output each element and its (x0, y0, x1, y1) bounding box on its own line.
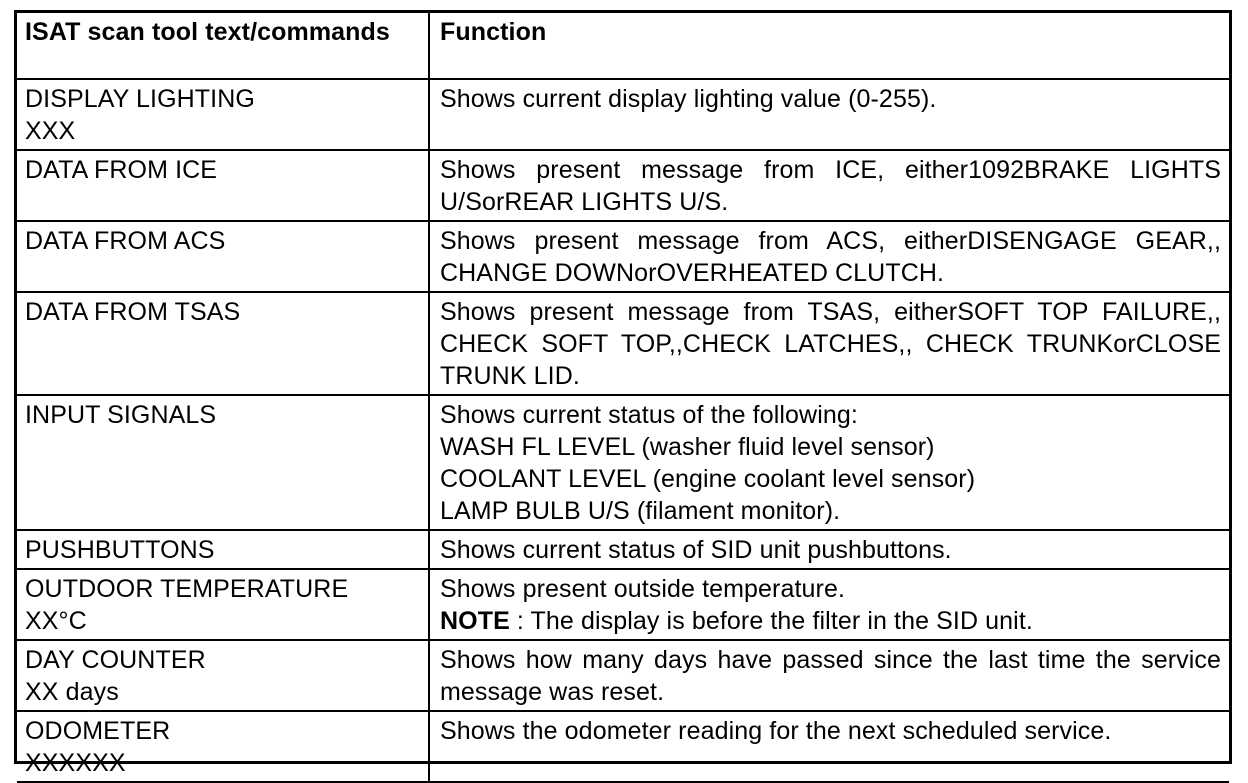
note-line (440, 605, 1221, 637)
function-text: Shows present outside temperature. (440, 575, 846, 603)
signal-item: COOLANT LEVEL (engine coolant level sensor) (440, 465, 976, 493)
header-command-label: ISAT scan tool text/commands (25, 18, 390, 46)
command-name: DATA FROM TSAS (25, 298, 241, 326)
header-function-cell (429, 13, 1229, 79)
command-name: DATA FROM ACS (25, 227, 226, 255)
function-cell (429, 150, 1229, 221)
command-cell (17, 292, 429, 395)
function-cell (429, 640, 1229, 711)
table-row (17, 569, 1229, 640)
command-cell (17, 395, 429, 530)
table-row (17, 530, 1229, 569)
note-label: NOTE (440, 607, 510, 635)
function-text: Shows present message from TSAS, eitherSOFT TOP FAILURE,, CHECK SOFT TOP,,CHECK LATCHES,, CHECK TRUNKorCLOSE TRUNK LID. (440, 298, 1221, 390)
command-cell (17, 221, 429, 292)
command-value: XX days (25, 678, 119, 706)
table-row (17, 79, 1229, 150)
function-cell (429, 395, 1229, 530)
function-text: Shows current status of SID unit pushbuttons. (440, 536, 952, 564)
command-name: DATA FROM ICE (25, 156, 218, 184)
table-row (17, 640, 1229, 711)
command-value: XX°C (25, 607, 87, 635)
function-cell (429, 79, 1229, 150)
function-text: Shows how many days have passed since the last time the service message was reset. (440, 646, 1221, 706)
command-cell (17, 640, 429, 711)
command-name: ODOMETER (25, 717, 171, 745)
table-header-row (17, 13, 1229, 79)
signal-item: WASH FL LEVEL (washer fluid level sensor) (440, 433, 935, 461)
signal-item: LAMP BULB U/S (filament monitor). (440, 497, 841, 525)
note-text: : The display is before the filter in the SID unit. (516, 607, 1033, 635)
table-row (17, 150, 1229, 221)
table-row (17, 221, 1229, 292)
header-command-cell (17, 13, 429, 79)
isat-command-table-frame (14, 10, 1232, 777)
function-text: Shows current status of the following: (440, 401, 858, 429)
command-cell (17, 530, 429, 569)
function-text: Shows present message from ICE, either1092BRAKE LIGHTS U/SorREAR LIGHTS U/S. (440, 156, 1221, 216)
command-value: XXX (25, 117, 76, 145)
command-name: DISPLAY LIGHTING (25, 85, 255, 113)
function-cell (429, 292, 1229, 395)
function-text: Shows the odometer reading for the next scheduled service. (440, 717, 1112, 745)
command-value: XXXXXX (25, 749, 126, 777)
command-name: PUSHBUTTONS (25, 536, 215, 564)
header-function-label: Function (440, 18, 547, 46)
command-name: OUTDOOR TEMPERATURE (25, 575, 349, 603)
function-text: Shows present message from ACS, eitherDISENGAGE GEAR,, CHANGE DOWNorOVERHEATED CLUTCH. (440, 227, 1221, 287)
table-row (17, 395, 1229, 530)
command-name: DAY COUNTER (25, 646, 206, 674)
command-cell (17, 79, 429, 150)
command-cell (17, 150, 429, 221)
isat-command-table (17, 13, 1229, 783)
function-text: Shows current display lighting value (0-255). (440, 85, 937, 113)
function-cell (429, 711, 1229, 782)
command-cell (17, 711, 429, 782)
function-cell (429, 569, 1229, 640)
function-cell (429, 221, 1229, 292)
function-cell (429, 530, 1229, 569)
table-row (17, 292, 1229, 395)
table-row (17, 711, 1229, 782)
command-name: INPUT SIGNALS (25, 401, 217, 429)
command-cell (17, 569, 429, 640)
